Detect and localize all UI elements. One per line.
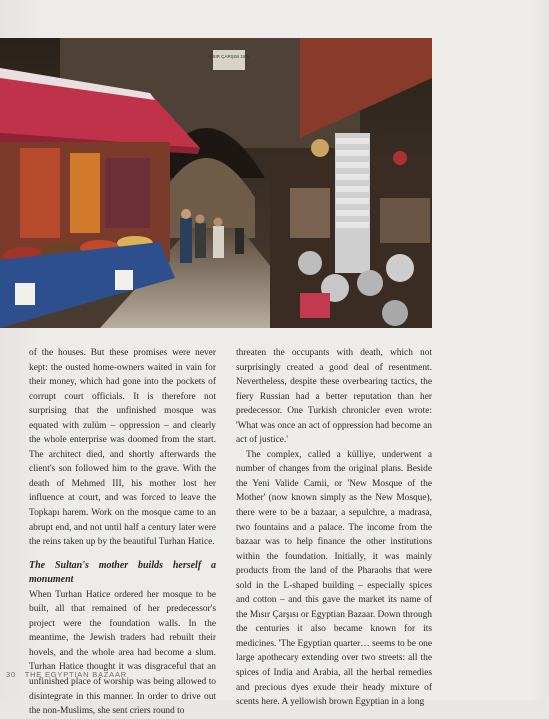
- bazaar-photo: [0, 38, 432, 328]
- right-paragraph-1: threaten the occupants with death, which not surprisingly created a good deal of resentment. Nevertheless, despite these overbearing tactics, the fiery Russian had a better reputation than her predecessor. One Turkish chronicler even wrote: 'What was once an act of oppression had become an act of justice.': [236, 348, 432, 446]
- market-sign-text: MISIR ÇARŞISI 1664: [207, 54, 251, 59]
- section-subheading: The Sultan's mother builds herself a monument: [29, 559, 216, 586]
- running-title: THE EGYPTIAN BAZAAR: [24, 670, 128, 679]
- page-number: 30: [6, 670, 16, 679]
- right-paragraph-2: The complex, called a külliye, underwent a number of changes from the original plans. Beside the Yeni Valide Camii, or 'New Mosque of the Mother' (now known simply as the New Mosque), there were to be a bazaar, a sepulchre, a madrasa, two fountains and a palace. The income from the bazaar was to help finance the other institutions within the foundation. Initially, it was mainly products from the land of the Pharaohs that were sold in the L-shaped building – especially spices and cotton – and this gave the market its name of the Mısır Çarşısı or Egyptian Bazaar. Down through the centuries it also became known for its medicines. 'The Egyptian quarter… seems to be one large apothecary extending over two streets: all the spices of India and Arabia, all the herbal remedies and precious dyes exude their heady mixture of scents here. A yellowish brown Egyptian in a long: [236, 449, 432, 708]
- left-text-column: [29, 346, 216, 719]
- right-text-column: [236, 346, 432, 710]
- market-sign: [213, 50, 245, 70]
- left-paragraph-2: When Turhan Hatice ordered her mosque to be built, all that remained of her predecessor's project were the foundation walls. In the meantime, the Jewish traders had rebuilt their hovels, and the whole area had become a slum. Turhan Hatice thought it was disgraceful that an unfinished place of worship was being allowed to disintegrate in this manner. In order to drive out the non-Muslims, she sent criers round to: [29, 589, 216, 717]
- page-footer: [6, 670, 127, 679]
- left-paragraph-1: of the houses. But these promises were never kept: the ousted home-owners waited in vain for their money, which had gone into the pockets of corrupt court officials. It is therefore not surprising that the unfinished mosque was equated with zulüm – oppression – and clearly the whole enterprise was doomed from the start. The architect died, and shortly afterwards the client's son followed him to the grave. With the death of Mehmed III, his mother lost her influence at court, and was forced to leave the Topkapı harem. Work on the mosque came to an abrupt end, and not until half a century later were the reins taken up by the beautiful Turhan Hatice.: [29, 348, 216, 548]
- bazaar-illustration: [0, 38, 432, 328]
- page-edge-shadow: [531, 0, 549, 700]
